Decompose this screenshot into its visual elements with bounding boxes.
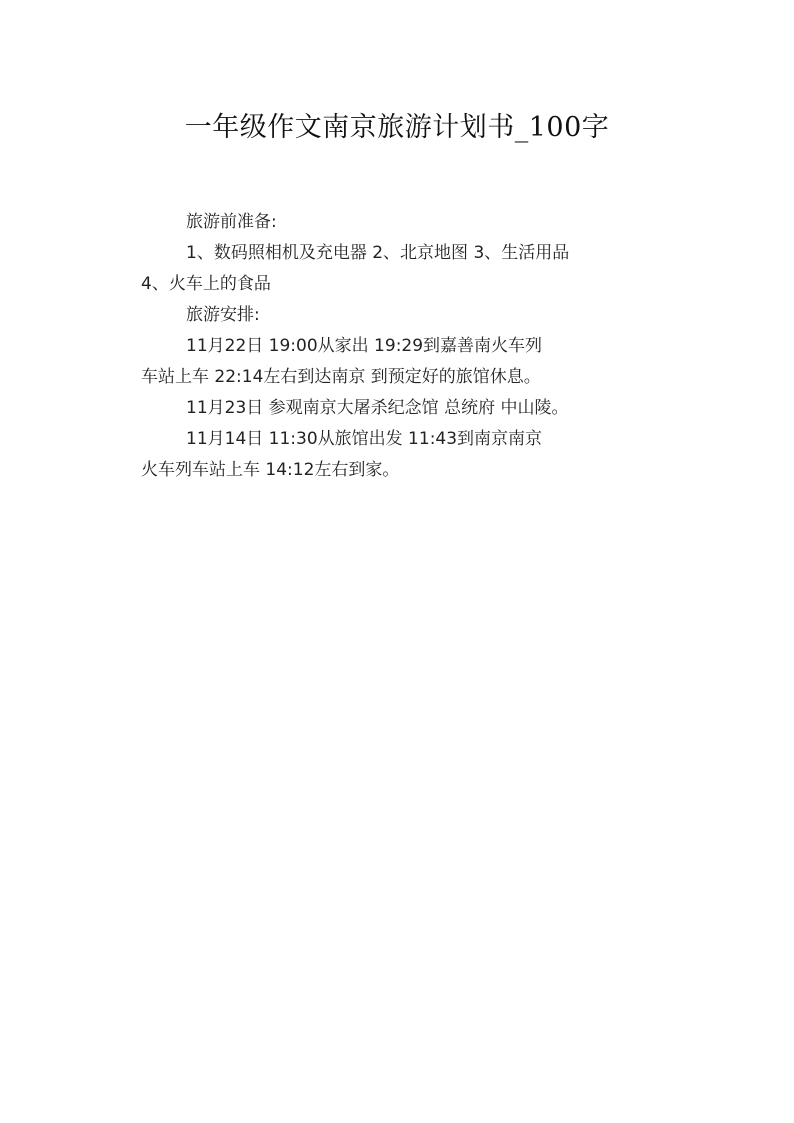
paragraph-day-two xyxy=(141,393,681,424)
paragraph-line: 旅游前准备: xyxy=(186,212,277,232)
paragraph-line: 11月22日 19:00从家出 19:29到嘉善南火车列 xyxy=(186,336,543,356)
paragraph-line: 旅游安排: xyxy=(186,305,260,325)
document-body xyxy=(141,207,681,486)
paragraph-line: 11月23日 参观南京大屠杀纪念馆 总统府 中山陵。 xyxy=(186,398,569,418)
paragraph-line: 火车列车站上车 14:12左右到家。 xyxy=(141,460,400,480)
paragraph-line: 1、数码照相机及充电器 2、北京地图 3、生活用品 xyxy=(186,243,570,263)
paragraph-line: 11月14日 11:30从旅馆出发 11:43到南京南京 xyxy=(186,429,543,449)
paragraph-day-one xyxy=(141,331,681,393)
paragraph-return-day xyxy=(141,424,681,486)
document-title: 一年级作文南京旅游计划书_100字 xyxy=(184,112,610,143)
paragraph-schedule-heading xyxy=(141,300,681,331)
paragraph-preparation-heading xyxy=(141,207,681,238)
paragraph-line: 车站上车 22:14左右到达南京 到预定好的旅馆休息。 xyxy=(141,367,541,387)
paragraph-preparation-list xyxy=(141,238,681,300)
paragraph-line: 4、火车上的食品 xyxy=(141,274,271,294)
